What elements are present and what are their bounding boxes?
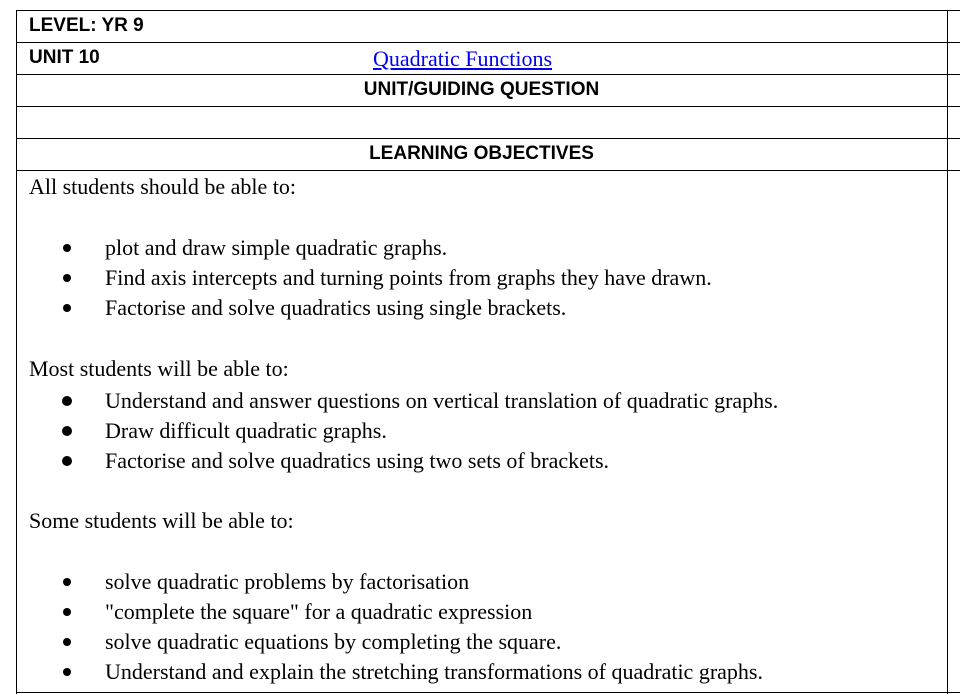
level-label: LEVEL: YR 9 (29, 15, 144, 36)
bullet-icon (63, 274, 71, 282)
bullet-icon (62, 426, 72, 436)
objectives-intro-all: All students should be able to: (29, 174, 297, 199)
unit-title-link[interactable]: Quadratic Functions (373, 46, 553, 71)
bullet-icon (63, 304, 71, 312)
table-border-top (16, 10, 960, 11)
unit-label: UNIT 10 (29, 47, 100, 68)
table-border-right (947, 10, 948, 694)
row-divider-unit (16, 74, 960, 75)
bullet-icon (63, 244, 71, 252)
bullet-icon (63, 668, 71, 676)
guiding-question-heading: UNIT/GUIDING QUESTION (363, 79, 600, 100)
row-divider-objectives-heading (16, 170, 960, 171)
row-divider-guiding-heading (16, 106, 960, 107)
objectives-intro-most: Most students will be able to: (29, 356, 289, 381)
row-divider-level (16, 42, 960, 43)
learning-objectives-heading: LEARNING OBJECTIVES (369, 143, 594, 164)
bullet-icon (63, 638, 71, 646)
bullet-icon (63, 608, 71, 616)
bullet-icon (62, 456, 72, 466)
unit-plan-sheet: LEVEL: YR 9 UNIT 10 Quadratic Functions UNIT/GUIDING QUESTION LEARNING OBJECTIVES All students should be able to: plot and draw simple quadratic graphs. Find axis intercepts and turning points from graphs they have drawn. Factorise and solve quadratics using single brackets. Most students will be able to: Understand and answer questions on vertical translation of quadratic graphs. Draw difficult quadratic graphs. Factorise and solve quadratics using two sets of brackets. Some students will be able to: solve quadratic problems by factorisation "complete the square" for a quadratic expression solve quadratic equations by completing the square. Understand and explain the stretching transformations of quadratic graphs. (0, 0, 960, 694)
objectives-intro-some: Some students will be able to: (29, 508, 294, 533)
table-border-bottom (16, 692, 960, 693)
row-divider-guiding-value (16, 138, 960, 139)
bullet-icon (62, 396, 72, 406)
bullet-icon (63, 578, 71, 586)
table-border-left (16, 10, 17, 694)
